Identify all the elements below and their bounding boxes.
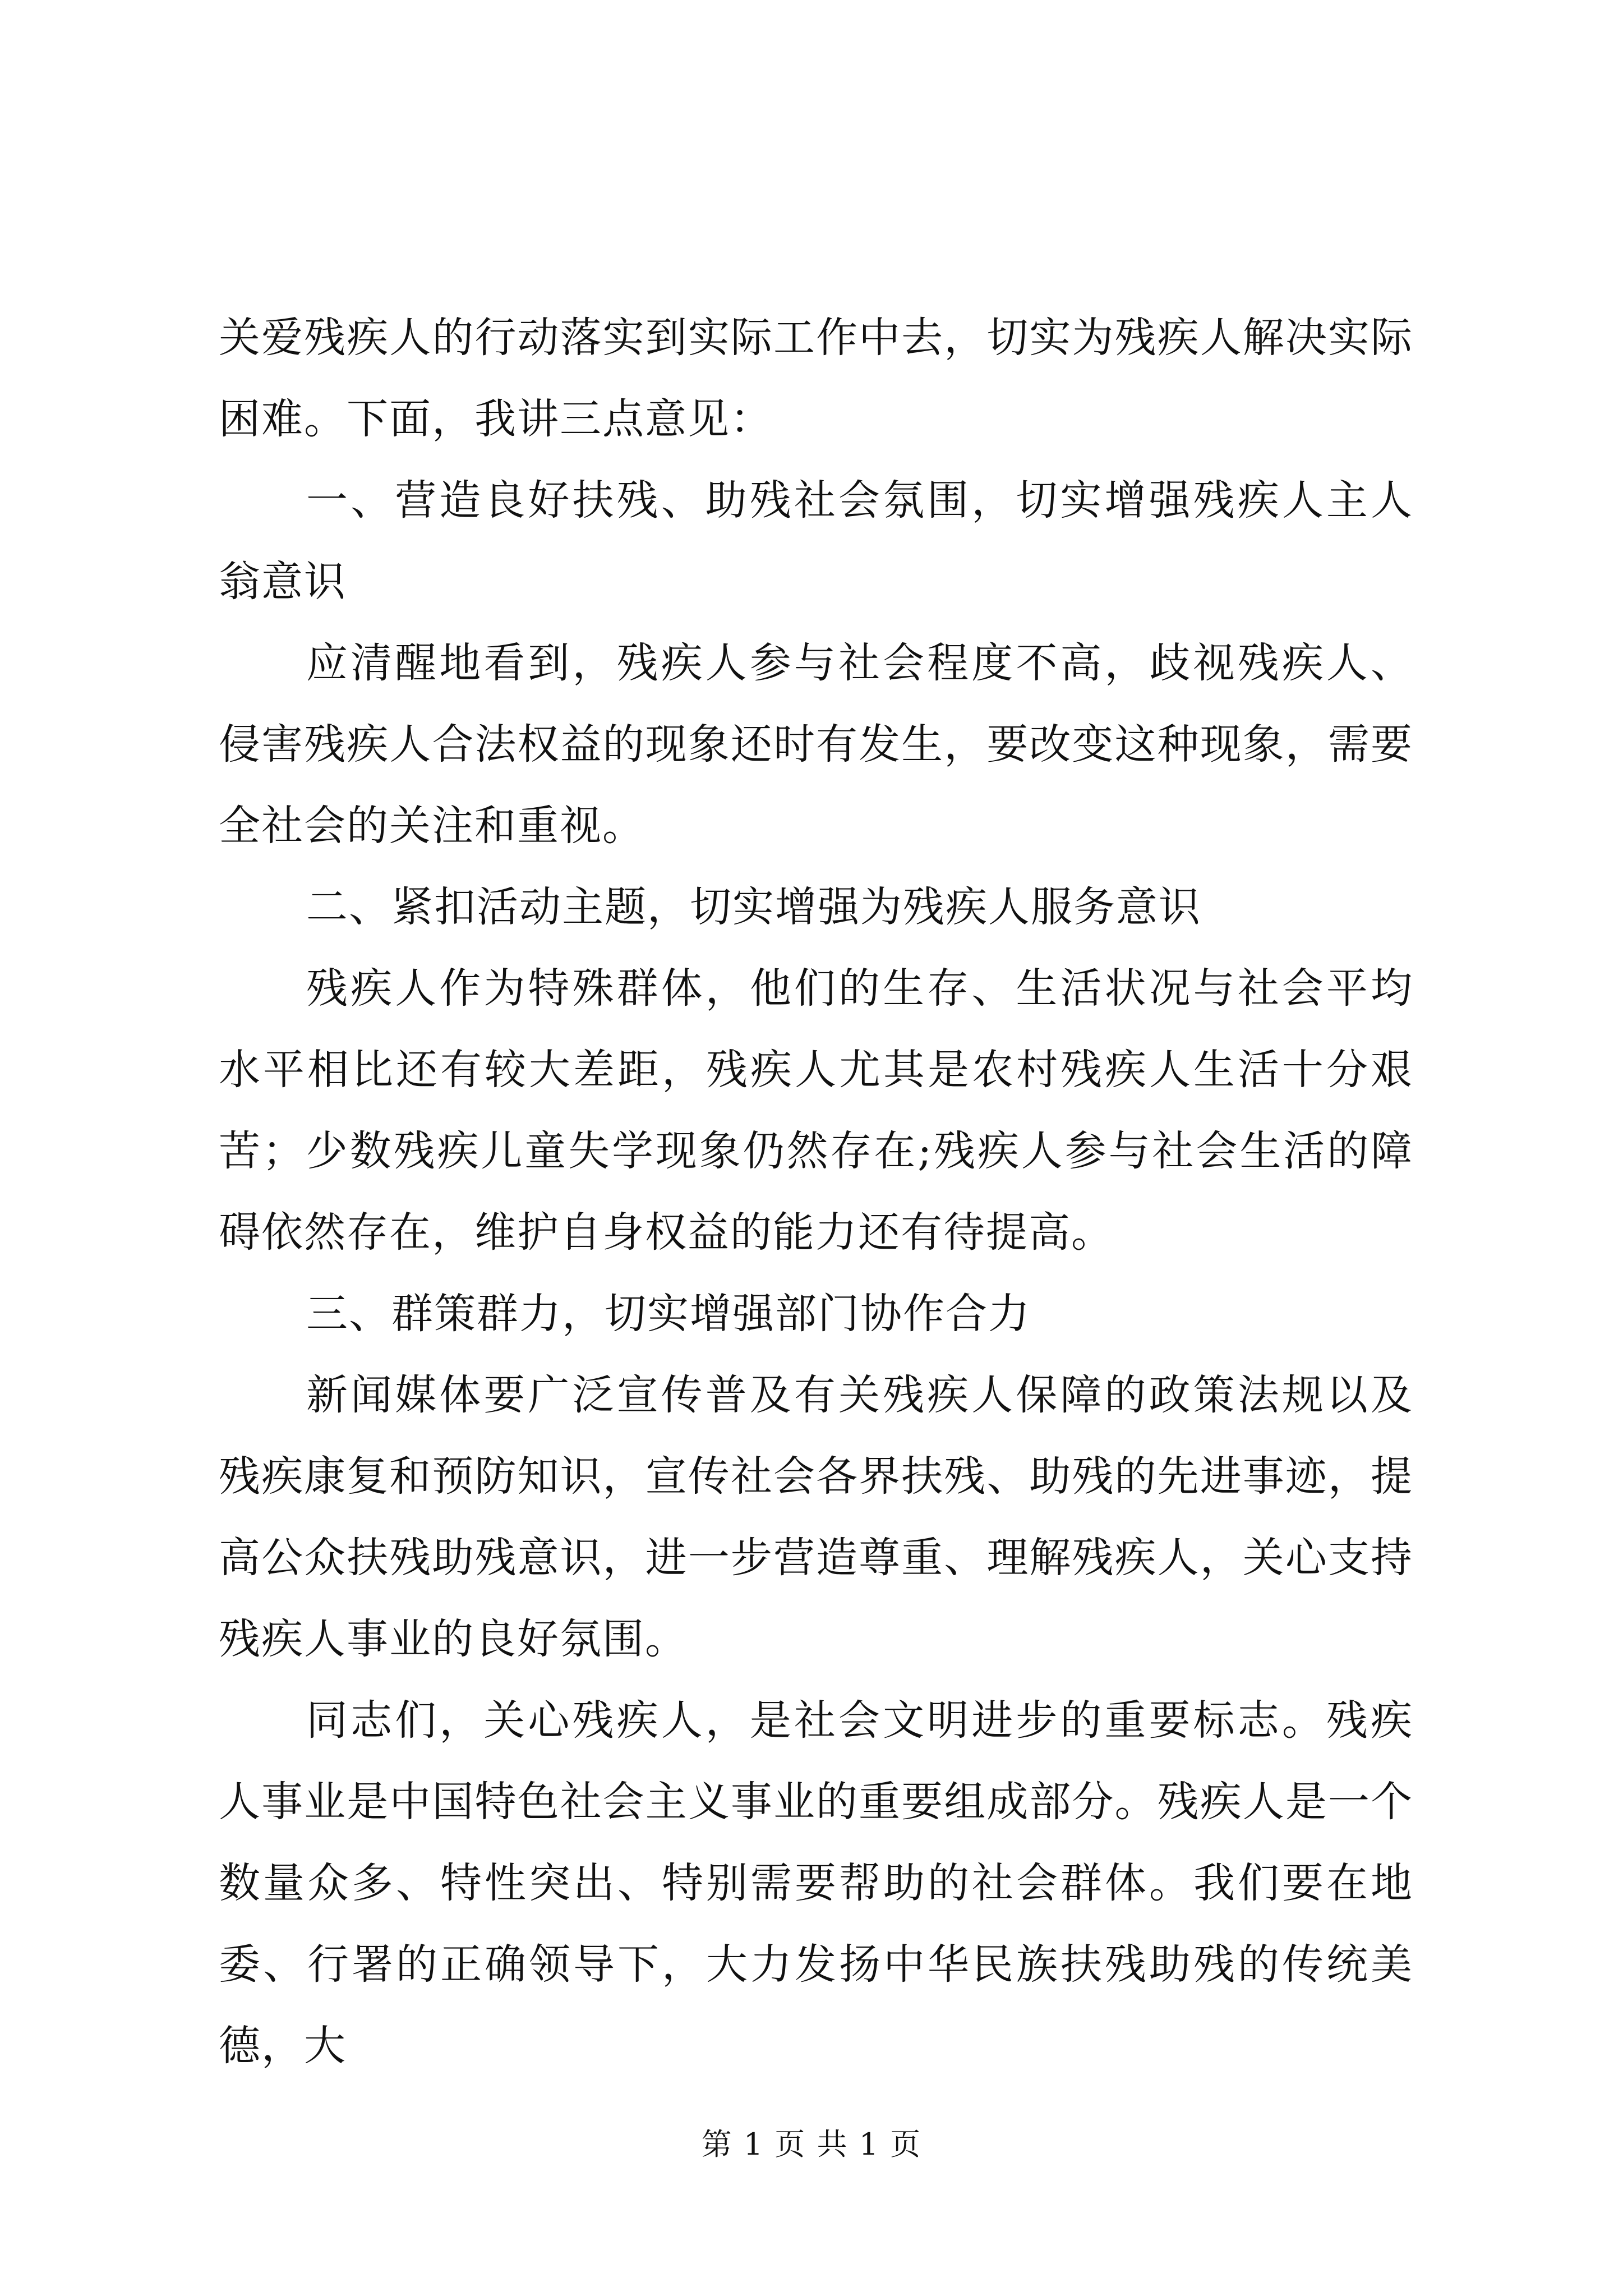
- section-heading-1: 一、营造良好扶残、助残社会氛围，切实增强残疾人主人翁意识: [219, 476, 1413, 606]
- paragraph-body: 残疾人作为特殊群体，他们的生存、生活状况与社会平均水平相比还有较大差距，残疾人尤其是农村残疾人生活十分艰苦；少数残疾儿童失学现象仍然存在;残疾人参与社会生活的障碍依然存在，维护自身权益的能力还有待提高。: [219, 964, 1413, 1257]
- paragraph-body: 应清醒地看到，残疾人参与社会程度不高，歧视残疾人、侵害残疾人合法权益的现象还时有发生，要改变这种现象，需要全社会的关注和重视。: [219, 639, 1413, 850]
- section-heading-3: 三、群策群力，切实增强部门协作合力: [306, 1290, 1031, 1338]
- page-footer: 第 1 页 共 1 页: [701, 2127, 922, 2162]
- document-body: [219, 297, 1413, 2087]
- section-heading-2: 二、紧扣活动主题，切实增强为残疾人服务意识: [306, 883, 1201, 931]
- paragraph-body: 新闻媒体要广泛宣传普及有关残疾人保障的政策法规以及残疾康复和预防知识，宣传社会各界扶残、助残的先进事迹，提高公众扶残助残意识，进一步营造尊重、理解残疾人，关心支持残疾人事业的良好氛围。: [219, 1371, 1413, 1663]
- paragraph-continuation: 关爱残疾人的行动落实到实际工作中去，切实为残疾人解决实际困难。下面，我讲三点意见：: [219, 314, 1413, 443]
- paragraph-body: 同志们，关心残疾人，是社会文明进步的重要标志。残疾人事业是中国特色社会主义事业的重要组成部分。残疾人是一个数量众多、特性突出、特别需要帮助的社会群体。我们要在地委、行署的正确领导下，大力发扬中华民族扶残助残的传统美德，大: [219, 1696, 1413, 2070]
